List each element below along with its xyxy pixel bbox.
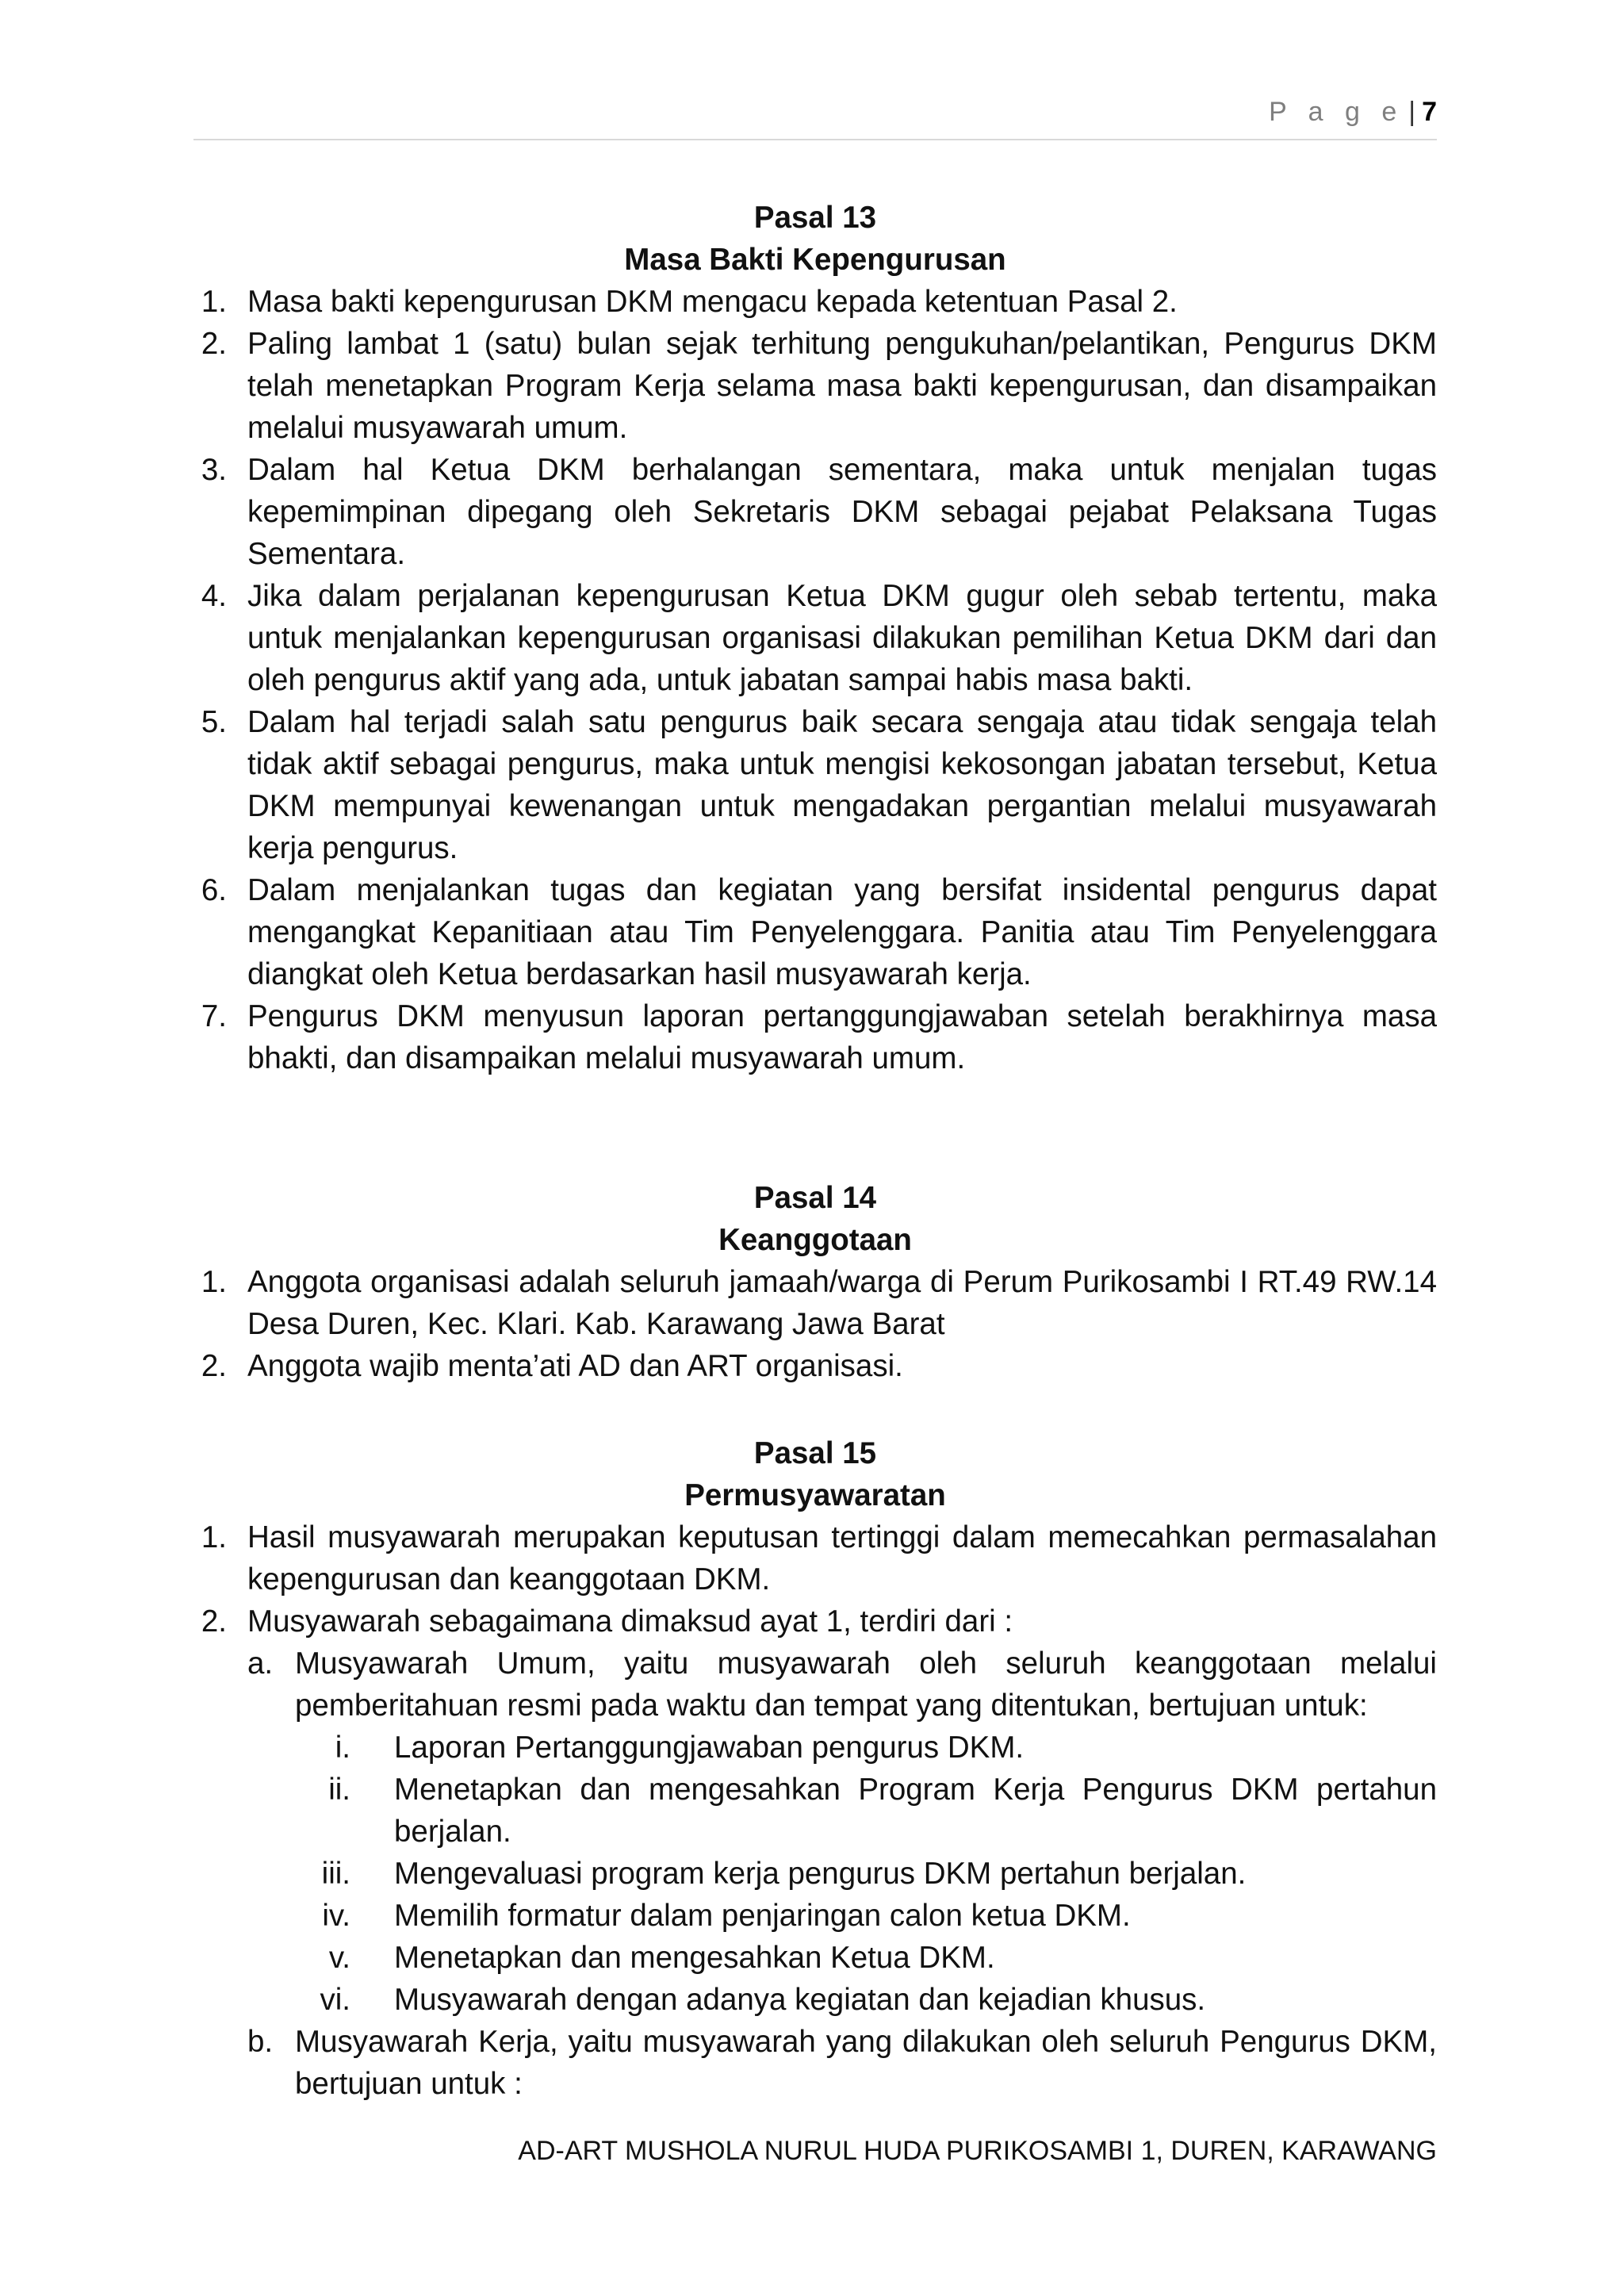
roman-item-text: Menetapkan dan mengesahkan Program Kerja Pengurus DKM pertahun berjalan.	[394, 1773, 1437, 1849]
item-number: 2.	[201, 1349, 227, 1383]
sub-item-letter: b.	[247, 2025, 274, 2059]
document-body	[193, 197, 1437, 2105]
roman-list-item	[295, 1895, 1437, 1937]
page-label: P a g e	[1269, 97, 1404, 127]
roman-list-item	[295, 1937, 1437, 1979]
roman-numeral: iii.	[321, 1857, 350, 1891]
item-number: 4.	[201, 579, 227, 613]
item-text: Dalam hal terjadi salah satu pengurus baik secara sengaja atau tidak sengaja telah tidak aktif sebagai pengurus, maka untuk mengisi kekosongan jabatan tersebut, Ketua DKM mempunyai kewenangan untuk mengadakan pergantian melalui musyawarah kerja pengurus.	[247, 705, 1437, 865]
sub-item-text: Musyawarah Kerja, yaitu musyawarah yang dilakukan oleh seluruh Pengurus DKM, bertujuan untuk :	[295, 2025, 1437, 2101]
page-header	[193, 97, 1437, 128]
sub-list	[247, 1642, 1437, 2105]
roman-numeral: vi.	[320, 1983, 350, 2017]
pasal-14-title: Keanggotaan	[718, 1223, 912, 1257]
section-spacer	[193, 1079, 1437, 1177]
header-rule	[193, 139, 1437, 140]
item-number: 1.	[201, 1520, 227, 1554]
item-text: Hasil musyawarah merupakan keputusan tertinggi dalam memecahkan permasalahan kepengurusan dan keanggotaan DKM.	[247, 1520, 1437, 1596]
item-number: 2.	[201, 1604, 227, 1639]
item-number: 5.	[201, 705, 227, 739]
pasal-13-number: Pasal 13	[753, 201, 877, 235]
roman-numeral: v.	[328, 1941, 350, 1975]
roman-item-text: Musyawarah dengan adanya kegiatan dan kejadian khusus.	[394, 1983, 1206, 2017]
list-item	[193, 575, 1437, 701]
page-footer: AD-ART MUSHOLA NURUL HUDA PURIKOSAMBI 1, DUREN, KARAWANG	[518, 2136, 1437, 2166]
roman-list-item	[295, 1979, 1437, 2021]
item-text: Dalam menjalankan tugas dan kegiatan yang bersifat insidental pengurus dapat mengangkat Kepanitiaan atau Tim Penyelenggara. Panitia atau Tim Penyelenggara diangkat oleh Ketua berdasarkan hasil musyawarah kerja.	[247, 873, 1437, 991]
list-item	[193, 1345, 1437, 1387]
roman-item-text: Memilih formatur dalam penjaringan calon ketua DKM.	[394, 1899, 1131, 1933]
roman-numeral: iv.	[322, 1899, 350, 1933]
item-text: Pengurus DKM menyusun laporan pertanggungjawaban setelah berakhirnya masa bhakti, dan disampaikan melalui musyawarah umum.	[247, 999, 1437, 1075]
list-item	[193, 1516, 1437, 1600]
item-text: Anggota wajib menta’ati AD dan ART organisasi.	[247, 1349, 903, 1383]
item-text: Jika dalam perjalanan kepengurusan Ketua DKM gugur oleh sebab tertentu, maka untuk menjalankan kepengurusan organisasi dilakukan pemilihan Ketua DKM dari dan oleh pengurus aktif yang ada, untuk jabatan sampai habis masa bakti.	[247, 579, 1437, 697]
item-number: 1.	[201, 1265, 227, 1299]
list-item	[193, 449, 1437, 575]
page-separator: |	[1408, 97, 1416, 127]
sub-list-item	[247, 2021, 1437, 2105]
item-number: 3.	[201, 453, 227, 487]
roman-numeral: ii.	[328, 1773, 350, 1807]
list-item	[193, 869, 1437, 995]
item-number: 2.	[201, 327, 227, 361]
sub-item-letter: a.	[247, 1646, 274, 1681]
pasal-15-title: Permusyawaratan	[684, 1478, 946, 1512]
pasal-15-number: Pasal 15	[753, 1436, 877, 1470]
list-item	[193, 323, 1437, 449]
roman-list-item	[295, 1769, 1437, 1853]
list-item	[193, 701, 1437, 869]
pasal-13-title: Masa Bakti Kepengurusan	[624, 243, 1006, 277]
roman-item-text: Laporan Pertanggungjawaban pengurus DKM.	[394, 1731, 1025, 1765]
item-text: Paling lambat 1 (satu) bulan sejak terhitung pengukuhan/pelantikan, Pengurus DKM telah menetapkan Program Kerja selama masa bakti kepengurusan, dan disampaikan melalui musyawarah umum.	[247, 327, 1437, 445]
list-item	[193, 281, 1437, 323]
list-item	[193, 1261, 1437, 1345]
roman-list-item	[295, 1727, 1437, 1769]
item-number: 7.	[201, 999, 227, 1033]
sub-item-text: Musyawarah Umum, yaitu musyawarah oleh seluruh keanggotaan melalui pemberitahuan resmi pada waktu dan tempat yang ditentukan, bertujuan untuk:	[295, 1646, 1437, 1723]
pasal-13-list	[193, 281, 1437, 1079]
item-number: 6.	[201, 873, 227, 907]
roman-list	[295, 1727, 1437, 2021]
item-text: Dalam hal Ketua DKM berhalangan sementara, maka untuk menjalan tugas kepemimpinan dipegang oleh Sekretaris DKM sebagai pejabat Pelaksana Tugas Sementara.	[247, 453, 1437, 571]
item-number: 1.	[201, 285, 227, 319]
roman-item-text: Menetapkan dan mengesahkan Ketua DKM.	[394, 1941, 995, 1975]
roman-item-text: Mengevaluasi program kerja pengurus DKM pertahun berjalan.	[394, 1857, 1247, 1891]
roman-numeral: i.	[335, 1731, 350, 1765]
pasal-14-list	[193, 1261, 1437, 1387]
item-text: Masa bakti kepengurusan DKM mengacu kepada ketentuan Pasal 2.	[247, 285, 1178, 319]
page-number: 7	[1422, 97, 1437, 127]
pasal-14-number: Pasal 14	[753, 1181, 877, 1215]
list-item	[193, 1600, 1437, 2105]
item-text: Musyawarah sebagaimana dimaksud ayat 1, terdiri dari :	[247, 1604, 1013, 1639]
sub-list-item	[247, 1642, 1437, 2021]
item-text: Anggota organisasi adalah seluruh jamaah/warga di Perum Purikosambi I RT.49 RW.14 Desa Duren, Kec. Klari. Kab. Karawang Jawa Barat	[247, 1265, 1437, 1341]
list-item	[193, 995, 1437, 1079]
roman-list-item	[295, 1853, 1437, 1895]
pasal-15-list	[193, 1516, 1437, 2105]
section-spacer	[193, 1387, 1437, 1432]
